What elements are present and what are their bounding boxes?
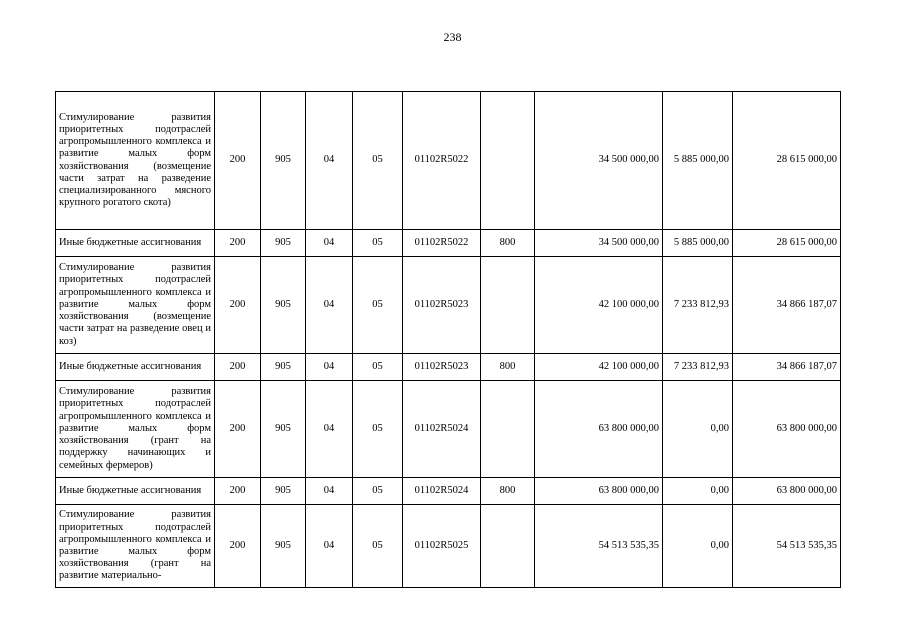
cell-section: 04 xyxy=(306,230,353,257)
cell-ministry: 905 xyxy=(261,257,306,354)
cell-target-article: 01102R5023 xyxy=(403,354,481,381)
cell-amount-2: 5 885 000,00 xyxy=(663,92,733,230)
cell-code: 200 xyxy=(215,381,261,478)
table-row xyxy=(56,381,841,478)
cell-amount-3: 28 615 000,00 xyxy=(733,92,841,230)
cell-ministry: 905 xyxy=(261,478,306,505)
cell-amount-3: 28 615 000,00 xyxy=(733,230,841,257)
cell-expense-type xyxy=(481,505,535,588)
cell-amount-1: 63 800 000,00 xyxy=(535,478,663,505)
cell-amount-3: 63 800 000,00 xyxy=(733,381,841,478)
table-row xyxy=(56,230,841,257)
cell-subsection: 05 xyxy=(353,92,403,230)
cell-amount-3: 34 866 187,07 xyxy=(733,354,841,381)
cell-section: 04 xyxy=(306,354,353,381)
cell-code: 200 xyxy=(215,92,261,230)
cell-subsection: 05 xyxy=(353,257,403,354)
cell-amount-1: 42 100 000,00 xyxy=(535,354,663,381)
row-description: Стимулирование развития приоритетных подотраслей агропромышленного комплекса и развитие малых форм хозяйствования (возмещение части затрат на разведение овец и коз) xyxy=(56,257,215,354)
row-description: Стимулирование развития приоритетных подотраслей агропромышленного комплекса и развитие малых форм хозяйствования (грант на поддержку начинающих и семейных фермеров) xyxy=(56,381,215,478)
table-row xyxy=(56,92,841,230)
cell-section: 04 xyxy=(306,381,353,478)
cell-section: 04 xyxy=(306,92,353,230)
cell-code: 200 xyxy=(215,230,261,257)
cell-amount-3: 34 866 187,07 xyxy=(733,257,841,354)
cell-ministry: 905 xyxy=(261,354,306,381)
cell-ministry: 905 xyxy=(261,505,306,588)
table-row xyxy=(56,257,841,354)
cell-code: 200 xyxy=(215,505,261,588)
cell-expense-type: 800 xyxy=(481,354,535,381)
cell-amount-1: 54 513 535,35 xyxy=(535,505,663,588)
cell-code: 200 xyxy=(215,257,261,354)
row-description: Стимулирование развития приоритетных подотраслей агропромышленного комплекса и развитие малых форм хозяйствования (грант на развитие материально- xyxy=(56,505,215,588)
cell-section: 04 xyxy=(306,257,353,354)
page-number: 238 xyxy=(443,30,462,44)
cell-amount-2: 5 885 000,00 xyxy=(663,230,733,257)
cell-code: 200 xyxy=(215,478,261,505)
cell-amount-3: 54 513 535,35 xyxy=(733,505,841,588)
cell-expense-type xyxy=(481,381,535,478)
cell-target-article: 01102R5022 xyxy=(403,230,481,257)
row-description: Стимулирование развития приоритетных подотраслей агропромышленного комплекса и развитие малых форм хозяйствования (возмещение части затрат на разведение специализированного мясного крупного рогатого скота) xyxy=(56,92,215,230)
cell-amount-1: 34 500 000,00 xyxy=(535,230,663,257)
cell-amount-2: 0,00 xyxy=(663,478,733,505)
cell-subsection: 05 xyxy=(353,230,403,257)
cell-amount-2: 0,00 xyxy=(663,381,733,478)
table-row xyxy=(56,478,841,505)
cell-target-article: 01102R5024 xyxy=(403,381,481,478)
cell-ministry: 905 xyxy=(261,381,306,478)
cell-ministry: 905 xyxy=(261,92,306,230)
cell-subsection: 05 xyxy=(353,505,403,588)
cell-expense-type xyxy=(481,92,535,230)
cell-subsection: 05 xyxy=(353,381,403,478)
cell-amount-1: 34 500 000,00 xyxy=(535,92,663,230)
row-description: Иные бюджетные ассигнования xyxy=(56,230,215,257)
row-description: Иные бюджетные ассигнования xyxy=(56,478,215,505)
cell-amount-1: 63 800 000,00 xyxy=(535,381,663,478)
cell-amount-3: 63 800 000,00 xyxy=(733,478,841,505)
cell-section: 04 xyxy=(306,505,353,588)
cell-subsection: 05 xyxy=(353,354,403,381)
cell-target-article: 01102R5023 xyxy=(403,257,481,354)
table-row xyxy=(56,505,841,588)
table-row xyxy=(56,354,841,381)
cell-subsection: 05 xyxy=(353,478,403,505)
cell-expense-type xyxy=(481,257,535,354)
cell-amount-2: 0,00 xyxy=(663,505,733,588)
cell-section: 04 xyxy=(306,478,353,505)
cell-expense-type: 800 xyxy=(481,230,535,257)
cell-target-article: 01102R5022 xyxy=(403,92,481,230)
cell-ministry: 905 xyxy=(261,230,306,257)
budget-table xyxy=(55,91,841,588)
cell-amount-2: 7 233 812,93 xyxy=(663,354,733,381)
cell-expense-type: 800 xyxy=(481,478,535,505)
cell-code: 200 xyxy=(215,354,261,381)
cell-amount-2: 7 233 812,93 xyxy=(663,257,733,354)
row-description: Иные бюджетные ассигнования xyxy=(56,354,215,381)
cell-amount-1: 42 100 000,00 xyxy=(535,257,663,354)
cell-target-article: 01102R5024 xyxy=(403,478,481,505)
cell-target-article: 01102R5025 xyxy=(403,505,481,588)
